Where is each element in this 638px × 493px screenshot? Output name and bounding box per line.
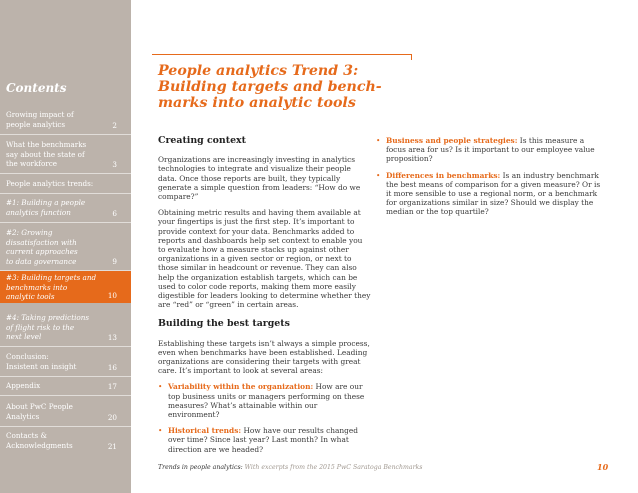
footer-subtitle: With excerpts from the 2015 PwC Saratoga Benchmarks: [242, 464, 423, 471]
divider: [0, 222, 131, 223]
toc-item-benchmarks-state[interactable]: [0, 140, 131, 169]
bullet-text: Is this measure a focus area for us? Is it important to our employee value proposition?: [386, 136, 595, 164]
bullet-item: [158, 382, 371, 419]
toc-page: 10: [107, 290, 117, 300]
section-heading-creating-context: Creating context: [158, 135, 246, 146]
contents-title: Contents: [6, 81, 67, 95]
bullet-item: [158, 426, 371, 454]
bullet-dot-icon: •: [376, 170, 381, 180]
main-column-left: [158, 136, 371, 461]
bullet-lead: Business and people strategies:: [386, 136, 518, 145]
toc-item-trend-3-active[interactable]: [0, 271, 131, 303]
toc-item-trend-2[interactable]: [0, 228, 131, 266]
sidebar: [0, 0, 131, 493]
main-column-right: [376, 136, 601, 224]
page-title: People analytics Trend 3: Building targets and bench- marks into analytic tools: [158, 63, 382, 112]
divider: [0, 346, 131, 347]
section-heading-best-targets: Building the best targets: [158, 318, 290, 330]
bullet-lead: Variability within the organization:: [168, 382, 314, 392]
toc-label: What the benchmarks say about the state of the workforce: [6, 140, 87, 168]
header-rule-tick: [411, 54, 412, 60]
toc-label: #1: Building a people analytics function: [6, 198, 86, 217]
divider: [0, 395, 131, 396]
bullet-lead: Historical trends:: [168, 426, 242, 436]
paragraph: Obtaining metric results and having them available at your fingertips is just the first step. It’s important to provide context for your data. Benchmarks added to reports and dashboards help set context to enable you to evaluate how a measure stacks up against other organizations in a given sector or region, or next to those similar in headcount or revenue. They can also help the organization establish targets, which can be used to color code reports, making them more easily digestible for leaders looking to determine whether they are “red” or “green” in certain areas.: [158, 208, 371, 310]
toc-item-about[interactable]: [0, 402, 131, 422]
paragraph: Organizations are increasingly investing in analytics technologies to integrate and visualize their people data. Once those reports are built, they typically generate a simple question from leaders: “How do we compare?”: [158, 155, 361, 202]
toc-page: 6: [112, 208, 117, 218]
bullet-dot-icon: •: [158, 382, 163, 392]
toc-page: 2: [112, 120, 117, 130]
page-number: 10: [597, 462, 609, 472]
header-rule: [152, 54, 412, 55]
toc-page: 9: [112, 256, 117, 266]
bullet-text: How are our top business units or managers performing on these measures? What’s attainable within our environment?: [168, 382, 365, 420]
bullet-item: [376, 136, 601, 164]
toc-page: 20: [107, 412, 117, 422]
toc-label: Contacts & Acknowledgments: [6, 431, 73, 450]
bullet-lead: Differences in benchmarks:: [386, 170, 501, 180]
toc-item-trends[interactable]: [0, 179, 131, 189]
toc-item-growing-impact[interactable]: [0, 110, 131, 130]
toc-label: #3: Building targets and benchmarks into analytic tools: [6, 273, 97, 301]
footer: [158, 464, 422, 471]
toc-label: About PwC People Analytics: [6, 402, 73, 421]
bullet-dot-icon: •: [158, 426, 163, 436]
toc-page: 3: [112, 159, 117, 169]
toc-item-appendix[interactable]: [0, 381, 131, 391]
toc-item-conclusion[interactable]: [0, 352, 131, 372]
toc-item-trend-1[interactable]: [0, 198, 131, 218]
toc-page: 16: [107, 362, 117, 372]
bullet-text: How have our results changed over time? Since last year? Last month? In what direction are we headed?: [168, 426, 359, 454]
toc-label: #2: Growing dissatisfaction with current approaches to data governance: [6, 228, 78, 266]
divider: [0, 376, 131, 377]
toc-page: 17: [107, 381, 117, 391]
divider: [0, 426, 131, 427]
divider: [0, 193, 131, 194]
toc-page: 13: [107, 332, 117, 342]
paragraph: Establishing these targets isn’t always a simple process, even when benchmarks have been established. Leading organizations are considering their targets with great care. It’s important to look at several areas:: [158, 338, 370, 376]
toc-label: Growing impact of people analytics: [6, 110, 74, 129]
toc-item-trend-4[interactable]: [0, 313, 131, 342]
bullet-dot-icon: •: [376, 136, 381, 145]
toc-label: #4: Taking predictions of flight risk to the next level: [6, 313, 90, 341]
footer-title: Trends in people analytics:: [158, 464, 243, 471]
toc-label: People analytics trends:: [6, 179, 94, 188]
toc-label: Conclusion: Insistent on insight: [6, 352, 77, 371]
bullet-item: [376, 171, 601, 217]
toc-item-contacts[interactable]: [0, 431, 131, 451]
bullet-text: Is an industry benchmark the best means of comparison for a given measure? Or is it more sensible to use a regional norm, or a benchmark for organizations similar in size? Should we display the median or the top quartile?: [386, 170, 601, 217]
toc-label: Appendix: [6, 381, 41, 390]
divider: [0, 134, 131, 135]
divider: [0, 173, 131, 174]
toc-page: 21: [107, 441, 117, 451]
